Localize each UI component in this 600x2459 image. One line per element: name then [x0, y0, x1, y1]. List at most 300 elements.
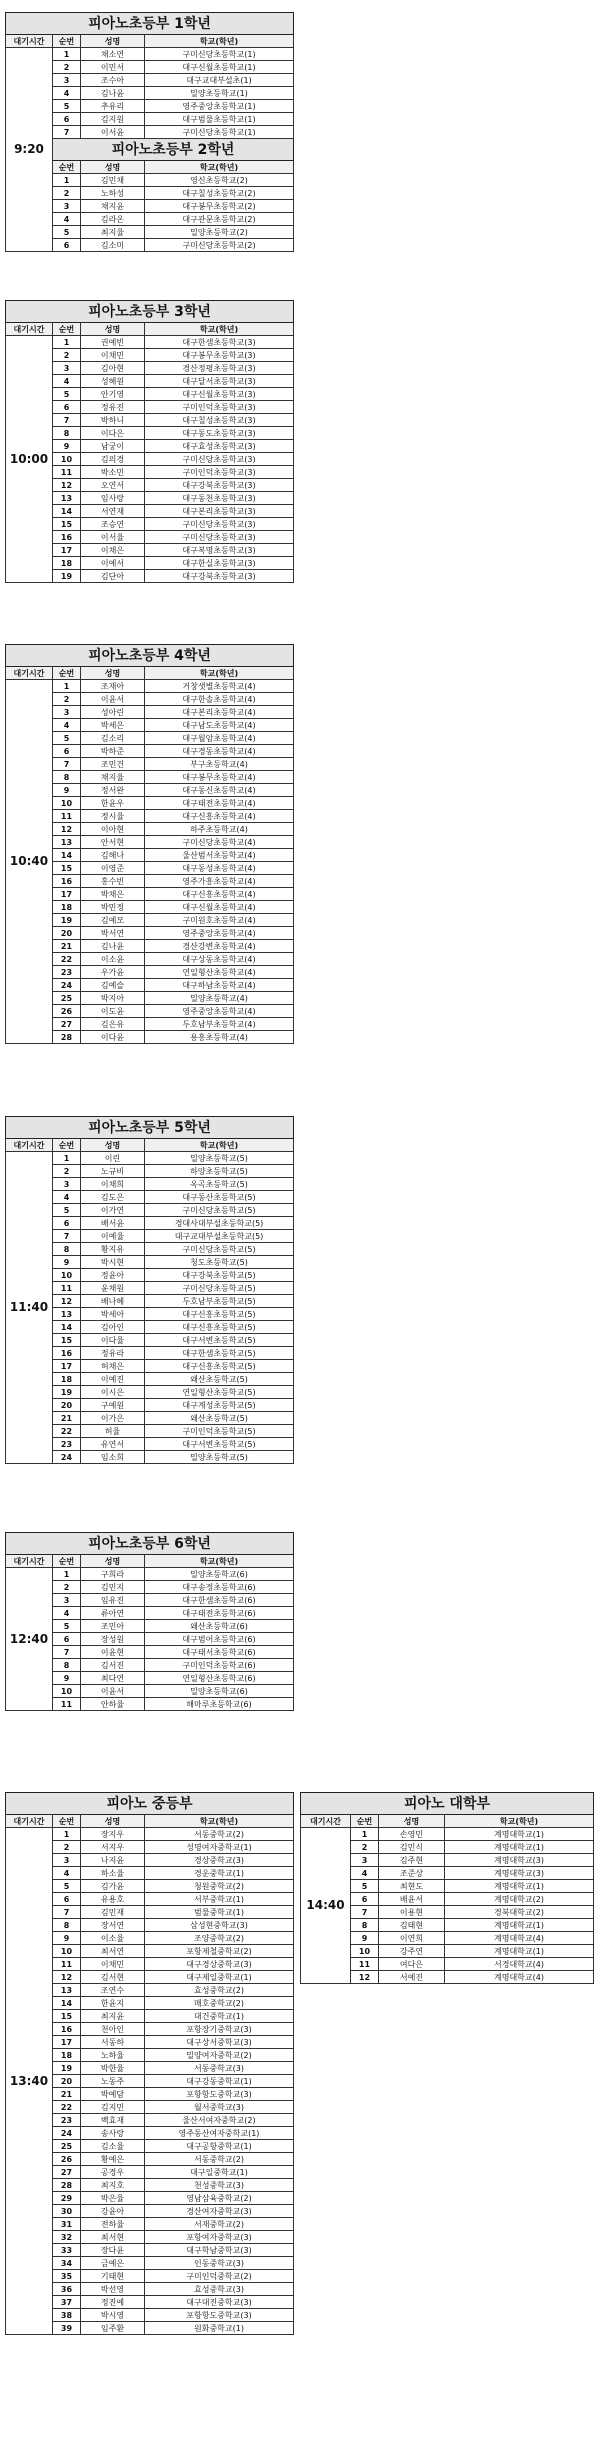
school-cell: 포항제철중학교(2) — [145, 1945, 294, 1958]
name-cell: 최다연 — [81, 1672, 145, 1685]
school-cell: 천성중학교(3) — [145, 2179, 294, 2192]
order-number-cell: 32 — [53, 2231, 81, 2244]
header-time: 대기시간 — [6, 667, 53, 680]
name-cell: 성아린 — [81, 706, 145, 719]
school-cell: 대구칠성초등학교(3) — [145, 414, 294, 427]
order-number-cell: 22 — [53, 1425, 81, 1438]
school-cell: 구미원호초등학교(4) — [145, 914, 294, 927]
school-cell: 하주초등학교(4) — [145, 823, 294, 836]
name-cell: 안기영 — [81, 388, 145, 401]
header-no: 순번 — [53, 1555, 81, 1568]
school-cell: 대구강북초등학교(5) — [145, 1269, 294, 1282]
school-cell: 구미신당초등학교(1) — [145, 48, 294, 61]
name-cell: 이용현 — [379, 1906, 445, 1919]
name-cell: 윤채원 — [81, 1282, 145, 1295]
school-cell: 왜산초등학교(5) — [145, 1412, 294, 1425]
school-cell: 구미인덕중학교(2) — [145, 2270, 294, 2283]
school-cell: 대구범물초등학교(1) — [145, 113, 294, 126]
name-cell: 이윤서 — [81, 693, 145, 706]
order-number-cell: 10 — [53, 1945, 81, 1958]
school-cell: 구미신당초등학교(2) — [145, 239, 294, 252]
name-cell: 이예율 — [81, 1230, 145, 1243]
schedule-table-university — [300, 1792, 594, 1984]
order-number-cell: 18 — [53, 901, 81, 914]
school-cell: 포항여자중학교(3) — [145, 2231, 294, 2244]
school-cell: 경대사대부설초등학교(5) — [145, 1217, 294, 1230]
block-grade-4 — [5, 644, 294, 1044]
block-grade-6 — [5, 1532, 294, 1711]
school-cell: 서경대학교(4) — [445, 1958, 594, 1971]
order-number-cell: 7 — [53, 1230, 81, 1243]
section-title-university: 피아노 대학부 — [301, 1793, 594, 1815]
name-cell: 서동하 — [81, 2036, 145, 2049]
order-number-cell: 36 — [53, 2283, 81, 2296]
name-cell: 구희라 — [81, 1568, 145, 1581]
wait-time-cell: 13:40 — [6, 1828, 53, 2335]
school-cell: 청원중학교(2) — [145, 1880, 294, 1893]
school-cell: 대구신월초등학교(3) — [145, 388, 294, 401]
school-cell: 대구경동초등학교(4) — [145, 745, 294, 758]
name-cell: 김소미 — [81, 239, 145, 252]
name-cell: 박은율 — [81, 2192, 145, 2205]
school-cell: 성명여자중학교(1) — [145, 1841, 294, 1854]
order-number-cell: 13 — [53, 836, 81, 849]
order-number-cell: 8 — [53, 1243, 81, 1256]
school-cell: 영주중앙초등학교(4) — [145, 927, 294, 940]
order-number-cell: 2 — [53, 187, 81, 200]
name-cell: 이예서 — [81, 557, 145, 570]
name-cell: 최현도 — [379, 1880, 445, 1893]
name-cell: 금예은 — [81, 2257, 145, 2270]
school-cell: 밀양초등학교(2) — [145, 226, 294, 239]
order-number-cell: 4 — [351, 1867, 379, 1880]
order-number-cell: 11 — [53, 466, 81, 479]
order-number-cell: 4 — [53, 213, 81, 226]
school-cell: 울산서여자중학교(2) — [145, 2114, 294, 2127]
school-cell: 밀양여자중학교(2) — [145, 2049, 294, 2062]
school-cell: 대구한솔초등학교(4) — [145, 693, 294, 706]
order-number-cell: 1 — [53, 680, 81, 693]
school-cell: 대구한샘초등학교(3) — [145, 336, 294, 349]
name-cell: 전하율 — [81, 2218, 145, 2231]
school-cell: 대구일중학교(1) — [145, 2166, 294, 2179]
name-cell: 박서연 — [81, 927, 145, 940]
name-cell: 김의경 — [81, 453, 145, 466]
order-number-cell: 24 — [53, 2127, 81, 2140]
header-name: 성명 — [81, 1139, 145, 1152]
order-number-cell: 12 — [53, 823, 81, 836]
name-cell: 장지우 — [81, 1828, 145, 1841]
school-cell: 두호남부초등학교(4) — [145, 1018, 294, 1031]
school-cell: 밀양초등학교(5) — [145, 1451, 294, 1464]
name-cell: 임주환 — [81, 2322, 145, 2335]
order-number-cell: 9 — [53, 440, 81, 453]
name-cell: 박지아 — [81, 992, 145, 1005]
order-number-cell: 13 — [53, 492, 81, 505]
wait-time-cell: 14:40 — [301, 1828, 351, 1984]
school-cell: 대구달서초등학교(3) — [145, 375, 294, 388]
name-cell: 최지호 — [81, 2179, 145, 2192]
name-cell: 이서율 — [81, 531, 145, 544]
order-number-cell: 10 — [53, 453, 81, 466]
header-no: 순번 — [53, 161, 81, 174]
order-number-cell: 3 — [53, 1854, 81, 1867]
name-cell: 임유진 — [81, 1594, 145, 1607]
school-cell: 밀양초등학교(6) — [145, 1685, 294, 1698]
school-cell: 구미신당초등학교(5) — [145, 1243, 294, 1256]
name-cell: 임사랑 — [81, 492, 145, 505]
order-number-cell: 2 — [53, 1841, 81, 1854]
order-number-cell: 2 — [53, 1165, 81, 1178]
order-number-cell: 2 — [53, 1581, 81, 1594]
name-cell: 백효재 — [81, 2114, 145, 2127]
school-cell: 포항장기중학교(3) — [145, 2023, 294, 2036]
wait-time-cell: 11:40 — [6, 1152, 53, 1464]
school-cell: 대구강북초등학교(3) — [145, 570, 294, 583]
header-no: 순번 — [53, 1139, 81, 1152]
order-number-cell: 2 — [53, 693, 81, 706]
school-cell: 대구신흥초등학교(5) — [145, 1321, 294, 1334]
name-cell: 박하니 — [81, 414, 145, 427]
name-cell: 안하율 — [81, 1698, 145, 1711]
school-cell: 구미인덕초등학교(6) — [145, 1659, 294, 1672]
school-cell: 구미신당초등학교(1) — [145, 126, 294, 139]
order-number-cell: 26 — [53, 2153, 81, 2166]
name-cell: 정윤아 — [81, 1269, 145, 1282]
school-cell: 서동중학교(2) — [145, 2153, 294, 2166]
name-cell: 김가윤 — [81, 1880, 145, 1893]
name-cell: 이연희 — [379, 1932, 445, 1945]
header-school: 학교(학년) — [145, 1555, 294, 1568]
order-number-cell: 6 — [53, 745, 81, 758]
wait-time-cell: 10:40 — [6, 680, 53, 1044]
school-cell: 해마루초등학교(6) — [145, 1698, 294, 1711]
school-cell: 용흥초등학교(4) — [145, 1031, 294, 1044]
order-number-cell: 5 — [53, 226, 81, 239]
order-number-cell: 8 — [53, 771, 81, 784]
school-cell: 청도초등학교(5) — [145, 1256, 294, 1269]
name-cell: 박하준 — [81, 745, 145, 758]
school-cell: 대구강동중학교(1) — [145, 2075, 294, 2088]
school-cell: 대구공항중학교(1) — [145, 2140, 294, 2153]
order-number-cell: 1 — [53, 1152, 81, 1165]
name-cell: 이채민 — [81, 349, 145, 362]
school-cell: 경산정평초등학교(3) — [145, 362, 294, 375]
table-row — [6, 336, 294, 349]
school-cell: 경운중학교(1) — [145, 1867, 294, 1880]
school-cell: 밀양초등학교(4) — [145, 992, 294, 1005]
school-cell: 두호남부초등학교(5) — [145, 1295, 294, 1308]
block-university — [300, 1792, 594, 1984]
name-cell: 하소율 — [81, 1867, 145, 1880]
school-cell: 구미신당초등학교(5) — [145, 1282, 294, 1295]
order-number-cell: 5 — [351, 1880, 379, 1893]
school-cell: 계명대학교(3) — [445, 1854, 594, 1867]
order-number-cell: 11 — [53, 1282, 81, 1295]
name-cell: 박세아 — [81, 1308, 145, 1321]
table-row — [6, 680, 294, 693]
school-cell: 대구효성초등학교(3) — [145, 440, 294, 453]
school-cell: 서부중학교(1) — [145, 1893, 294, 1906]
order-number-cell: 1 — [53, 1568, 81, 1581]
name-cell: 김민채 — [81, 174, 145, 187]
order-number-cell: 23 — [53, 966, 81, 979]
header-school: 학교(학년) — [445, 1815, 594, 1828]
order-number-cell: 23 — [53, 2114, 81, 2127]
name-cell: 김소율 — [81, 2140, 145, 2153]
name-cell: 우가윤 — [81, 966, 145, 979]
name-cell: 조민아 — [81, 1620, 145, 1633]
school-cell: 계명대학교(1) — [445, 1880, 594, 1893]
name-cell: 권예빈 — [81, 336, 145, 349]
order-number-cell: 2 — [351, 1841, 379, 1854]
school-cell: 영주중앙초등학교(4) — [145, 1005, 294, 1018]
name-cell: 박시영 — [81, 2309, 145, 2322]
header-no: 순번 — [53, 1815, 81, 1828]
order-number-cell: 4 — [53, 1867, 81, 1880]
name-cell: 이윤서 — [81, 1685, 145, 1698]
school-cell: 영남삼육중학교(2) — [145, 2192, 294, 2205]
name-cell: 김소리 — [81, 732, 145, 745]
name-cell: 조승연 — [81, 518, 145, 531]
name-cell: 박세은 — [81, 719, 145, 732]
name-cell: 김주현 — [379, 1854, 445, 1867]
school-cell: 대구봉무초등학교(2) — [145, 200, 294, 213]
school-cell: 대구강북초등학교(3) — [145, 479, 294, 492]
header-no: 순번 — [53, 323, 81, 336]
order-number-cell: 14 — [53, 849, 81, 862]
name-cell: 유연서 — [81, 1438, 145, 1451]
school-cell: 계명대학교(2) — [445, 1893, 594, 1906]
name-cell: 김라온 — [81, 213, 145, 226]
order-number-cell: 2 — [53, 61, 81, 74]
header-time: 대기시간 — [6, 1555, 53, 1568]
name-cell: 김단아 — [81, 570, 145, 583]
school-cell: 대구신월초등학교(1) — [145, 61, 294, 74]
school-cell: 대구서변초등학교(5) — [145, 1334, 294, 1347]
header-name: 성명 — [81, 1555, 145, 1568]
school-cell: 구미신당초등학교(3) — [145, 531, 294, 544]
order-number-cell: 18 — [53, 1373, 81, 1386]
school-cell: 대구한샘초등학교(5) — [145, 1347, 294, 1360]
school-cell: 영주동산여자중학교(1) — [145, 2127, 294, 2140]
name-cell: 조준상 — [379, 1867, 445, 1880]
school-cell: 구미인덕초등학교(5) — [145, 1425, 294, 1438]
school-cell: 계명대학교(1) — [445, 1945, 594, 1958]
schedule-table-grade-5 — [5, 1116, 294, 1464]
name-cell: 강주연 — [379, 1945, 445, 1958]
order-number-cell: 1 — [53, 48, 81, 61]
order-number-cell: 19 — [53, 914, 81, 927]
order-number-cell: 25 — [53, 2140, 81, 2153]
order-number-cell: 11 — [351, 1958, 379, 1971]
school-cell: 대구월암초등학교(4) — [145, 732, 294, 745]
school-cell: 대구송정초등학교(6) — [145, 1581, 294, 1594]
section-title-grade2: 피아노초등부 2학년 — [53, 139, 294, 161]
name-cell: 정유라 — [81, 1347, 145, 1360]
order-number-cell: 7 — [53, 758, 81, 771]
order-number-cell: 17 — [53, 2036, 81, 2049]
name-cell: 서지우 — [81, 1841, 145, 1854]
name-cell: 장다윤 — [81, 2244, 145, 2257]
name-cell: 조재아 — [81, 680, 145, 693]
name-cell: 김나윤 — [81, 940, 145, 953]
order-number-cell: 8 — [53, 1659, 81, 1672]
name-cell: 박소민 — [81, 466, 145, 479]
name-cell: 배서윤 — [81, 1217, 145, 1230]
school-cell: 대구태전초등학교(4) — [145, 797, 294, 810]
order-number-cell: 27 — [53, 2166, 81, 2179]
order-number-cell: 35 — [53, 2270, 81, 2283]
schedule-table-grade-6 — [5, 1532, 294, 1711]
name-cell: 한윤지 — [81, 1997, 145, 2010]
school-cell: 계명대학교(1) — [445, 1841, 594, 1854]
order-number-cell: 30 — [53, 2205, 81, 2218]
order-number-cell: 3 — [53, 706, 81, 719]
order-number-cell: 6 — [351, 1893, 379, 1906]
order-number-cell: 10 — [351, 1945, 379, 1958]
name-cell: 이채민 — [81, 1958, 145, 1971]
school-cell: 계명대학교(3) — [445, 1867, 594, 1880]
schedule-table-middle — [5, 1792, 294, 2335]
school-cell: 범물중학교(1) — [145, 1906, 294, 1919]
order-number-cell: 5 — [53, 100, 81, 113]
school-cell: 경북대학교(2) — [445, 1906, 594, 1919]
order-number-cell: 15 — [53, 862, 81, 875]
order-number-cell: 7 — [53, 1906, 81, 1919]
name-cell: 김나윤 — [81, 87, 145, 100]
table-row — [6, 48, 294, 61]
name-cell: 박민정 — [81, 901, 145, 914]
school-cell: 대구복명초등학교(3) — [145, 544, 294, 557]
wait-time-cell: 10:00 — [6, 336, 53, 583]
order-number-cell: 10 — [53, 1269, 81, 1282]
name-cell: 기태현 — [81, 2270, 145, 2283]
header-name: 성명 — [379, 1815, 445, 1828]
order-number-cell: 5 — [53, 1620, 81, 1633]
order-number-cell: 9 — [53, 1932, 81, 1945]
school-cell: 구미신당초등학교(3) — [145, 518, 294, 531]
school-cell: 대구경상중학교(3) — [145, 1958, 294, 1971]
header-school: 학교(학년) — [145, 667, 294, 680]
name-cell: 김은유 — [81, 1018, 145, 1031]
order-number-cell: 16 — [53, 875, 81, 888]
header-no: 순번 — [53, 35, 81, 48]
name-cell: 여다은 — [379, 1958, 445, 1971]
order-number-cell: 5 — [53, 1880, 81, 1893]
school-cell: 대구동신초등학교(4) — [145, 784, 294, 797]
school-cell: 대구본리초등학교(4) — [145, 706, 294, 719]
school-cell: 하양초등학교(5) — [145, 1165, 294, 1178]
name-cell: 홍수빈 — [81, 875, 145, 888]
school-cell: 구미신당초등학교(4) — [145, 836, 294, 849]
school-cell: 대구봉무초등학교(4) — [145, 771, 294, 784]
school-cell: 밀양초등학교(5) — [145, 1152, 294, 1165]
block-grade-1-2 — [5, 12, 294, 252]
wait-time-cell: 9:20 — [6, 48, 53, 252]
name-cell: 장성원 — [81, 1633, 145, 1646]
header-name: 성명 — [81, 667, 145, 680]
order-number-cell: 15 — [53, 2010, 81, 2023]
order-number-cell: 4 — [53, 719, 81, 732]
name-cell: 서예진 — [379, 1971, 445, 1984]
name-cell: 추유리 — [81, 100, 145, 113]
school-cell: 대구신흥초등학교(4) — [145, 810, 294, 823]
name-cell: 한윤우 — [81, 797, 145, 810]
name-cell: 구예원 — [81, 1399, 145, 1412]
school-cell: 대구상서중학교(3) — [145, 2036, 294, 2049]
school-cell: 원화중학교(1) — [145, 2322, 294, 2335]
name-cell: 조민건 — [81, 758, 145, 771]
order-number-cell: 5 — [53, 732, 81, 745]
header-time: 대기시간 — [301, 1815, 351, 1828]
order-number-cell: 3 — [53, 362, 81, 375]
school-cell: 대구동성초등학교(4) — [145, 862, 294, 875]
order-number-cell: 33 — [53, 2244, 81, 2257]
order-number-cell: 6 — [53, 239, 81, 252]
school-cell: 울산범서초등학교(4) — [145, 849, 294, 862]
name-cell: 김민식 — [379, 1841, 445, 1854]
name-cell: 정진예 — [81, 2296, 145, 2309]
order-number-cell: 19 — [53, 2062, 81, 2075]
school-cell: 대구동도초등학교(3) — [145, 427, 294, 440]
school-cell: 영주중앙초등학교(1) — [145, 100, 294, 113]
order-number-cell: 26 — [53, 1005, 81, 1018]
order-number-cell: 38 — [53, 2309, 81, 2322]
school-cell: 대구칠성초등학교(2) — [145, 187, 294, 200]
name-cell: 이윤현 — [81, 1646, 145, 1659]
header-time: 대기시간 — [6, 1815, 53, 1828]
name-cell: 이소율 — [81, 1932, 145, 1945]
school-cell: 연일형산초등학교(4) — [145, 966, 294, 979]
header-time: 대기시간 — [6, 323, 53, 336]
order-number-cell: 3 — [53, 74, 81, 87]
school-cell: 왜산초등학교(5) — [145, 1373, 294, 1386]
name-cell: 이채은 — [81, 544, 145, 557]
order-number-cell: 25 — [53, 992, 81, 1005]
order-number-cell: 4 — [53, 1191, 81, 1204]
name-cell: 이채희 — [81, 1178, 145, 1191]
section-title-grade1: 피아노초등부 1학년 — [6, 13, 294, 35]
name-cell: 이다율 — [81, 1334, 145, 1347]
order-number-cell: 3 — [53, 1594, 81, 1607]
school-cell: 대구교대부설초등학교(5) — [145, 1230, 294, 1243]
name-cell: 장서연 — [81, 1919, 145, 1932]
order-number-cell: 7 — [53, 126, 81, 139]
school-cell: 대구제일중학교(1) — [145, 1971, 294, 1984]
order-number-cell: 19 — [53, 1386, 81, 1399]
school-cell: 왜산초등학교(6) — [145, 1620, 294, 1633]
order-number-cell: 31 — [53, 2218, 81, 2231]
order-number-cell: 1 — [351, 1828, 379, 1841]
table-row — [6, 1568, 294, 1581]
name-cell: 남궁이 — [81, 440, 145, 453]
name-cell: 김지원 — [81, 113, 145, 126]
order-number-cell: 15 — [53, 1334, 81, 1347]
order-number-cell: 12 — [53, 1295, 81, 1308]
order-number-cell: 12 — [351, 1971, 379, 1984]
school-cell: 서재중학교(2) — [145, 2218, 294, 2231]
order-number-cell: 37 — [53, 2296, 81, 2309]
name-cell: 노동주 — [81, 2075, 145, 2088]
header-name: 성명 — [81, 161, 145, 174]
school-cell: 대구태서초등학교(6) — [145, 1646, 294, 1659]
order-number-cell: 12 — [53, 1971, 81, 1984]
name-cell: 배나혜 — [81, 1295, 145, 1308]
name-cell: 이시은 — [81, 1386, 145, 1399]
section-title-grade4: 피아노초등부 4학년 — [6, 645, 294, 667]
name-cell: 이가은 — [81, 1412, 145, 1425]
